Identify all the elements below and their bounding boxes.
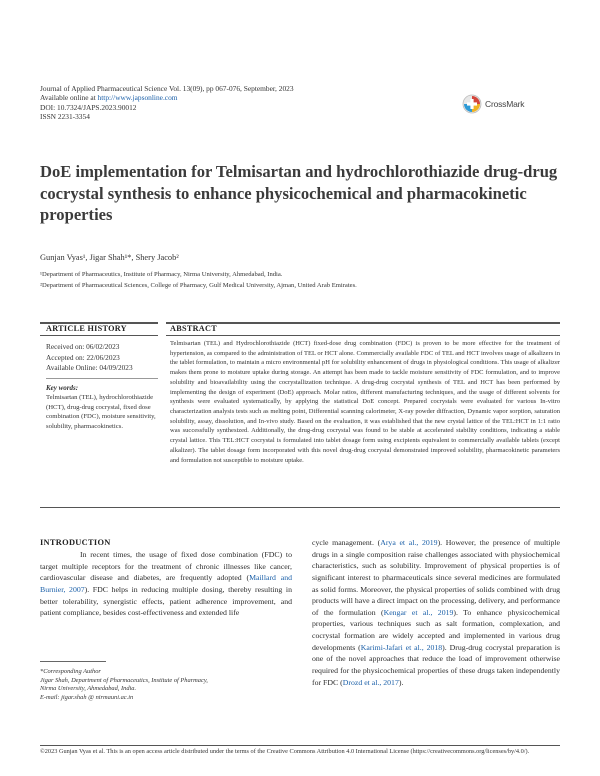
corresponding-author-label: *Corresponding Author (40, 668, 101, 675)
journal-issn: ISSN 2231-3354 (40, 112, 90, 122)
crossmark-label: CrossMark (485, 99, 525, 109)
citation-link[interactable]: Maillard and Burnier, 2007 (40, 573, 292, 594)
article-history-rule-mid (40, 335, 158, 336)
abstract-rule-mid (166, 335, 560, 336)
abstract-rule-bottom (40, 507, 560, 508)
journal-doi: DOI: 10.7324/JAPS.2023.90012 (40, 102, 137, 112)
citation-link[interactable]: Karimi-Jafari et al., 2018 (360, 642, 443, 652)
journal-citation: Journal of Applied Pharmaceutical Science Vol. 13(09), pp 067-076, September, 2023 (40, 84, 294, 93)
introduction-heading: INTRODUCTION (40, 538, 111, 547)
abstract-heading: ABSTRACT (170, 324, 217, 333)
crossmark-icon (462, 94, 482, 114)
abstract-rule-top (166, 322, 560, 324)
affiliation-2: ²Department of Pharmaceutical Sciences, College of Pharmacy, Gulf Medical University, Ajman, United Arab Emirates. (40, 281, 357, 289)
accepted-date: Accepted on: 22/06/2023 (46, 352, 120, 362)
article-title: DoE implementation for Telmisartan and hydrochlorothiazide drug-drug cocrystal synthesis to enhance physicochemical and pharmacokinetic properties (40, 162, 558, 225)
citation-link[interactable]: Drozd et al., 2017 (342, 677, 399, 687)
article-authors: Gunjan Vyas¹, Jigar Shah¹*, Shery Jacob² (40, 253, 179, 262)
journal-header (40, 84, 294, 122)
keywords-divider (46, 378, 158, 379)
crossmark-badge[interactable] (462, 94, 524, 114)
journal-url-link[interactable]: http://www.japsonline.com (97, 93, 178, 103)
introduction-left-column: In recent times, the usage of fixed dose combination (FDC) to target multiple receptors for the treatment of chronic illnesses like cancer, cardiovascular disease and diabetes, are frequently adopted (Maillard and Burnier, 2007). FDC helps in reducing multiple dosing, thereby resulting in better tolerability, synergistic effects, patient adherence improvement, and patient compliance, besides cost-effectiveness and extended life (40, 550, 292, 618)
citation-link[interactable]: Kengar et al., 2019 (383, 607, 454, 617)
corresponding-author-email[interactable]: E-mail: jigar.shah @ nirmauni.ac.in (40, 693, 134, 701)
corresponding-author-rule (40, 661, 106, 662)
available-date: Available Online: 04/09/2023 (46, 363, 133, 373)
footer-rule (40, 745, 560, 746)
article-history (46, 342, 133, 374)
journal-availability: Available online at http://www.japsonline.com (40, 93, 178, 103)
corresponding-author-name: Jigar Shah, Department of Pharmaceutics, Institute of Pharmacy, (40, 676, 208, 684)
received-date: Received on: 06/02/2023 (46, 342, 120, 351)
affiliation-1: ¹Department of Pharmaceutics, Institute of Pharmacy, Nirma University, Ahmedabad, India. (40, 271, 283, 278)
introduction-right-column: cycle management. (Arya et al., 2019). However, the presence of multiple drugs in a single composition raise challenges associated with physiochemical characteristics, such as solubility. Improvement of physical properties is of significant interest to pharmaceuticals since several medicines are formulated as solid forms. Moreover, the physical properties of solids combined with drug products will have a direct impact on the processing, delivery, and performance of the formulation (Kengar et al., 2019). To enhance physicochemical properties, various techniques such as salt formation, complexation, and cocrystal formation are widely accepted and implemented in various drug developments (Karimi-Jafari et al., 2018). Drug-drug cocrystal preparation is one of the novel approaches that reduce the load of improvement otherwise required for the physicochemical properties of these drugs taken independently for FDC (Drozd et al., 2017). (312, 538, 560, 687)
keywords-text: Telmisartan (TEL), hydrochlorothiazide (HCT), drug-drug cocrystal, fixed dose combination (FDC), moisture sensitivity, solubility, pharmacokinetics. (46, 394, 156, 430)
keywords-block (46, 384, 158, 431)
article-history-heading: ARTICLE HISTORY (46, 324, 127, 333)
citation-link[interactable]: Arya et al., 2019 (380, 538, 438, 547)
affiliations (40, 270, 357, 291)
keywords-heading: Key words: (46, 384, 79, 392)
corresponding-author-address: Nirma University, Ahmedabad, India. (40, 685, 137, 693)
abstract-text: Telmisartan (TEL) and Hydrochlorothiazide (HCT) fixed-dose drug combination (FDC) is proven to be more effective for the treatment of hypertension, as compared to the administration of TEL or HCT alone. Commercially available FDC of TEL and HCT involves usage of alkalizers in the tablet formulation, to maintain a micro environmental pH for solubility enhancement of drugs in physiological conditions. This usage of alkalizer makes them prone to moisture uptake during storage. An attempt has been made to tackle moisture sensitivity of FDC formulation, and to improve solubility and bioavailability using the cocrystallization technique. A drug-drug cocrystal synthesis of TEL and HCT has been performed by implementing the design of experiment (DoE) approach. Molar ratios, different manufacturing techniques, and the usage of different solvents for synthesis were evaluated systematically, by applying the statistical DoE concept. Prepared cocrystals were evaluated for various In-vitro characterization analysis tests such as melting point, Differential scanning calorimeter, X-ray powder diffraction, Dynamic vapor sorption, saturation solubility, assay, dissolution, and In-vivo study. Based on the evaluation, it was established that the new crystal lattice of the TEL:HCT in 1:1 ratio was successfully synthesized. Additionally, the drug-drug cocrystal was found to be stable at accelerated stability conditions, indicating a stable crystal lattice. This TEL:HCT cocrystal is formulated into tablet dosage form using excipients equivalent to commercially available tablets (except alkalizer). The tablet dosage form incorporated with this novel drug-drug cocrystal demonstrated improved solubility, pharmacokinetic parameters and formulation not susceptible to moisture uptake. (170, 340, 560, 464)
license-footer: ©2023 Gunjan Vyas et al. This is an open access article distributed under the terms of the Creative Commons Attribution 4.0 International License (https://creativecommons.org/licenses/by/4.0/). (40, 748, 530, 755)
corresponding-author (40, 668, 208, 702)
